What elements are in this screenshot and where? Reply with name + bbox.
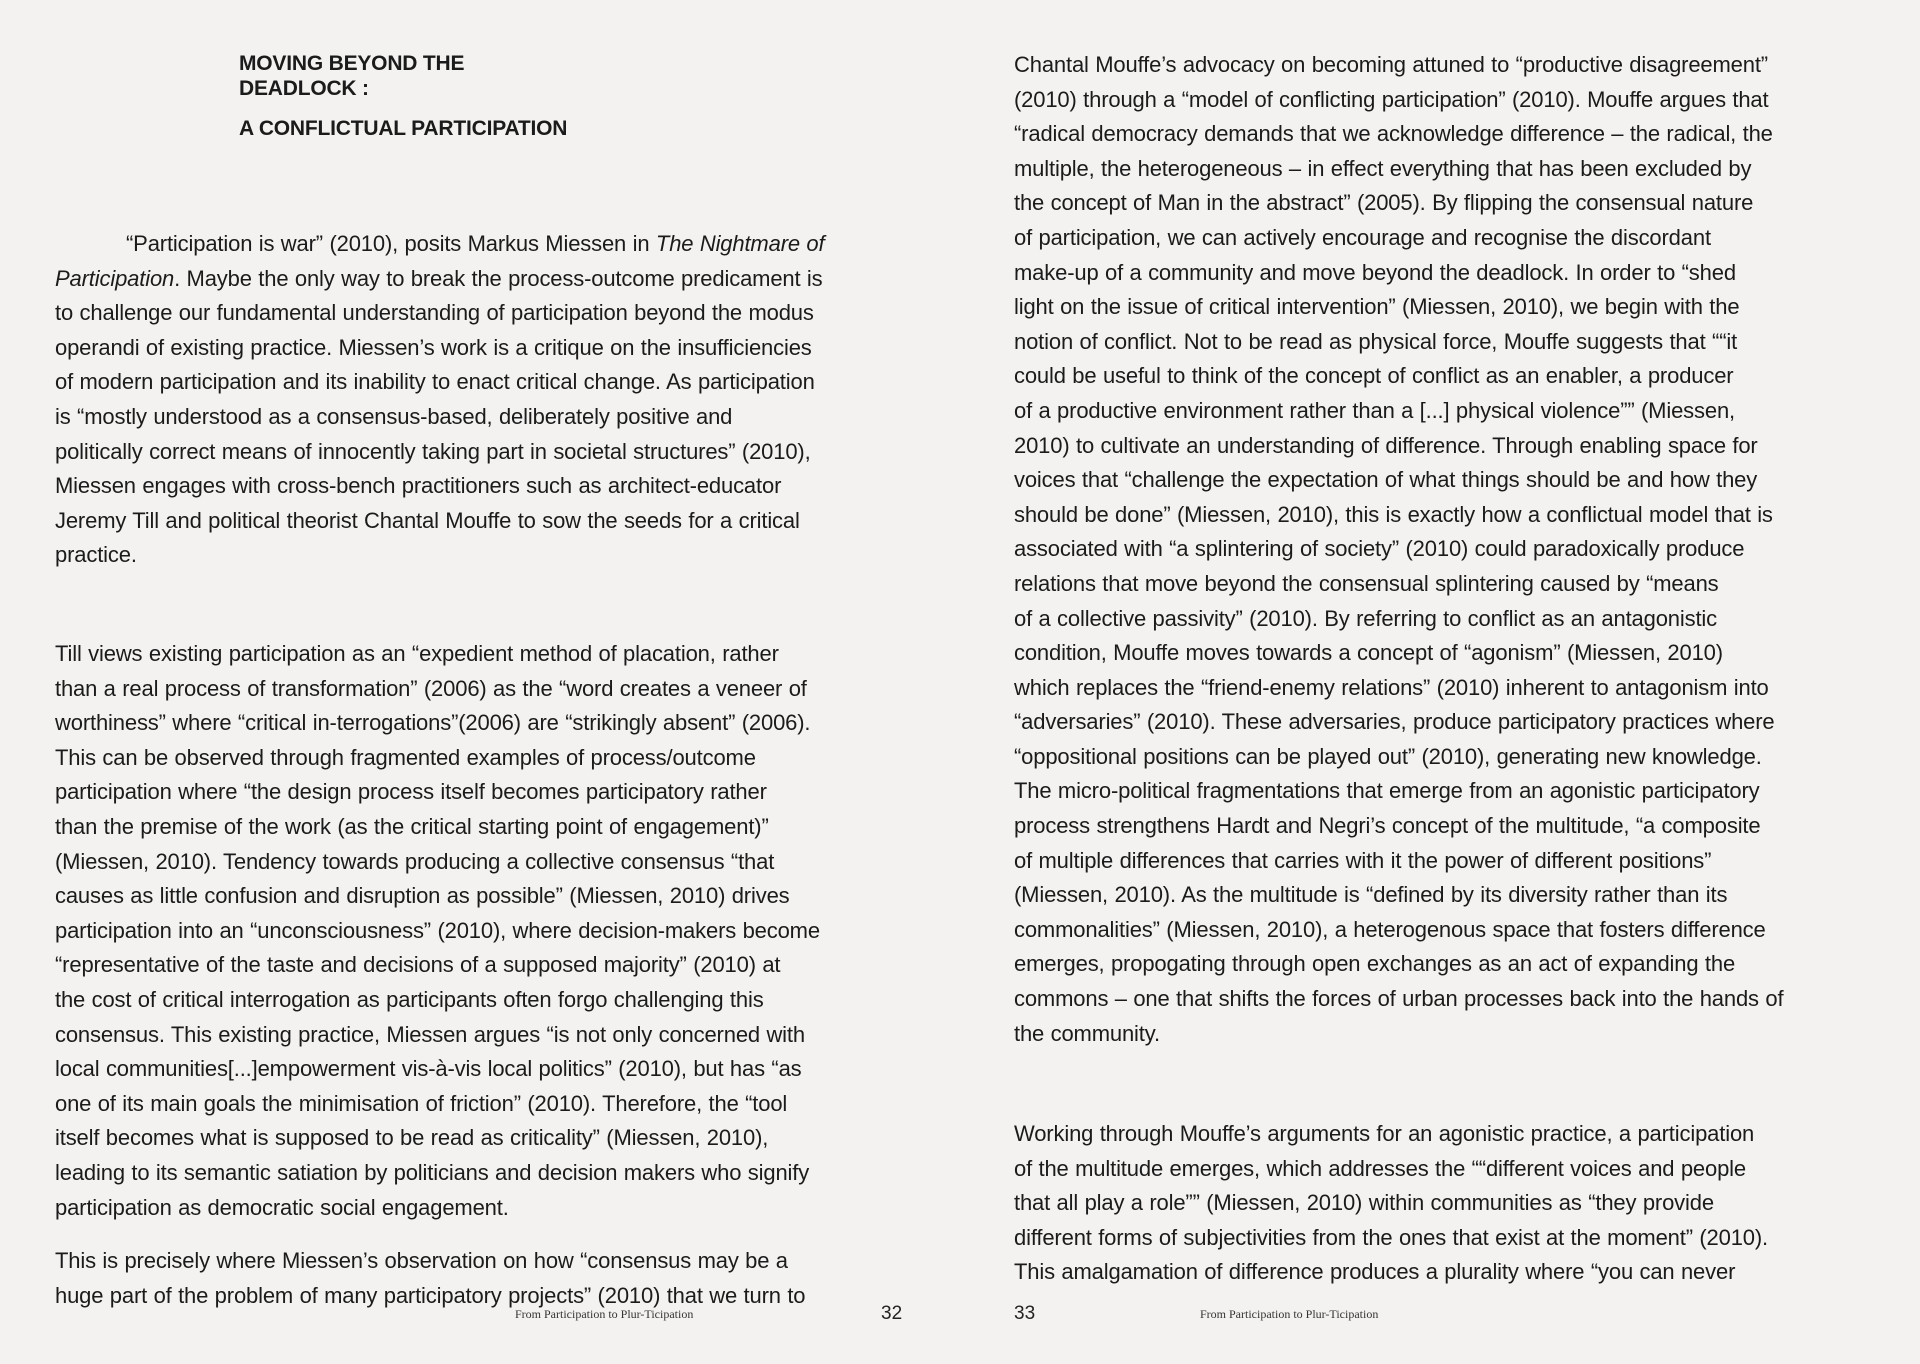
text-line: the concept of Man in the abstract” (2005). By flipping the consensual nature (1014, 190, 1754, 216)
text-line: of multiple differences that carries with it the power of different positions” (1014, 847, 1712, 873)
text-line: to challenge our fundamental understanding of participation beyond the modus (55, 300, 814, 326)
text-line: that all play a role”” (Miessen, 2010) within communities as “they provide (1014, 1190, 1714, 1216)
text-line: leading to its semantic satiation by politicians and decision makers who signify (55, 1159, 810, 1185)
text-line: participation as democratic social engagement. (55, 1194, 509, 1220)
text-line: could be useful to think of the concept of conflict as an enabler, a producer (1014, 363, 1734, 389)
text-line: multiple, the heterogeneous – in effect everything that has been excluded by (1014, 155, 1752, 181)
text-line: Participation. Maybe the only way to break the process-outcome predicament is (55, 265, 823, 291)
text-line: This is precisely where Miessen’s observation on how “consensus may be a (55, 1248, 788, 1273)
text-line: participation into an “unconsciousness” (2010), where decision-makers become (55, 917, 820, 943)
text-line: of participation, we can actively encourage and recognise the discordant (1014, 224, 1711, 250)
text-line: associated with “a splintering of society” (2010) could paradoxically produce (1014, 536, 1745, 562)
book-title: The Nightmare of (655, 231, 825, 256)
text-line: light on the issue of critical intervention” (Miessen, 2010), we begin with the (1014, 294, 1740, 320)
text-line: than a real process of transformation” (2006) as the “word creates a veneer of (55, 675, 807, 701)
paragraph-participation-is-war (55, 227, 824, 573)
text-line: “radical democracy demands that we acknowledge difference – the radical, the (1014, 121, 1773, 147)
text-line: should be done” (Miessen, 2010), this is exactly how a conflictual model that is (1014, 501, 1773, 527)
text-line: commons – one that shifts the forces of urban processes back into the hands of (1014, 986, 1784, 1012)
text-line: Chantal Mouffe’s advocacy on becoming attuned to “productive disagreement” (1014, 52, 1768, 77)
text-line: Working through Mouffe’s arguments for an agonistic practice, a participation (1014, 1121, 1755, 1146)
text-line: huge part of the problem of many participatory projects” (2010) that we turn to (55, 1282, 806, 1308)
book-title: Participation (55, 265, 175, 291)
page-number: 32 (881, 1303, 903, 1324)
text-line: one of its main goals the minimisation of friction” (2010). Therefore, the “tool (55, 1090, 788, 1116)
text-line: “Participation is war” (2010), posits Markus Miessen in The Nightmare of (126, 231, 825, 256)
text-line: politically correct means of innocently taking part in societal structures” (2010), (55, 438, 811, 464)
text-line: causes as little confusion and disruption as possible” (Miessen, 2010) drives (55, 883, 790, 909)
text-line: make-up of a community and move beyond the deadlock. In order to “shed (1014, 259, 1736, 285)
text-line: notion of conflict. Not to be read as physical force, Mouffe suggests that ““it (1014, 328, 1738, 354)
page-number: 33 (1014, 1303, 1036, 1324)
text-line: This amalgamation of difference produces a plurality where “you can never (1014, 1259, 1736, 1285)
text-line: voices that “challenge the expectation of what things should be and how they (1014, 467, 1758, 493)
text-line: Jeremy Till and political theorist Chantal Mouffe to sow the seeds for a critical (55, 507, 800, 533)
text-line: “adversaries” (2010). These adversaries, produce participatory practices where (1014, 709, 1775, 735)
text-line: different forms of subjectivities from the ones that exist at the moment” (2010). (1014, 1224, 1769, 1250)
paragraph-mouffe-advocacy (1014, 48, 1783, 1051)
text-line: is “mostly understood as a consensus-based, deliberately positive and (55, 403, 733, 429)
text-line: (Miessen, 2010). Tendency towards producing a collective consensus “that (55, 848, 775, 874)
text-line: consensus. This existing practice, Miessen argues “is not only concerned with (55, 1021, 805, 1047)
text-line: (2010) through a “model of conflicting participation” (2010). Mouffe argues that (1014, 86, 1769, 112)
text-line: participation where “the design process itself becomes participatory rather (55, 779, 767, 805)
text-line: “oppositional positions can be played out” (2010), generating new knowledge. (1014, 743, 1762, 769)
text-line: practice. (55, 542, 137, 568)
text-line: of modern participation and its inability to enact critical change. As participation (55, 369, 815, 395)
heading-subtitle: A CONFLICTUAL PARTICIPATION (239, 117, 568, 140)
paragraph-precisely-where (55, 1244, 805, 1313)
text-line: of a collective passivity” (2010). By referring to conflict as an antagonistic (1014, 605, 1718, 631)
text-line: condition, Mouffe moves towards a concept of “agonism” (Miessen, 2010) (1014, 640, 1723, 666)
text-line: of a productive environment rather than a [...] physical violence”” (Miessen, (1014, 397, 1736, 423)
text-line: which replaces the “friend-enemy relations” (2010) inherent to antagonism into (1014, 674, 1769, 700)
chapter-heading (239, 51, 759, 141)
text-line: The micro-political fragmentations that emerge from an agonistic participatory (1014, 778, 1760, 804)
text-line: the cost of critical interrogation as participants often forgo challenging this (55, 986, 764, 1012)
text-line: worthiness” where “critical in-terrogations”(2006) are “strikingly absent” (2006). (55, 710, 811, 736)
text-line: “representative of the taste and decisions of a supposed majority” (2010) at (55, 952, 781, 978)
text-line: process strengthens Hardt and Negri’s concept of the multitude, “a composite (1014, 813, 1761, 839)
text-line: itself becomes what is supposed to be read as criticality” (Miessen, 2010), (55, 1125, 769, 1151)
text-line: local communities[...]empowerment vis-à-vis local politics” (2010), but has “as (55, 1056, 802, 1082)
paragraph-working-through (1014, 1117, 1768, 1290)
heading-line-2: DEADLOCK : (239, 77, 369, 100)
running-footer-title: From Participation to Plur-Ticipation (515, 1307, 694, 1321)
text-line: operandi of existing practice. Miessen’s work is a critique on the insufficiencies (55, 334, 812, 360)
text-line: Till views existing participation as an “expedient method of placation, rather (55, 641, 779, 666)
running-footer-title: From Participation to Plur-Ticipation (1200, 1307, 1379, 1321)
text-line: emerges, propogating through open exchanges as an act of expanding the (1014, 951, 1736, 977)
text-line: commonalities” (Miessen, 2010), a heterogenous space that fosters difference (1014, 916, 1766, 942)
paragraph-till-views (55, 637, 820, 1225)
right-page (960, 0, 1920, 1364)
text-line: relations that move beyond the consensual splintering caused by “means (1014, 570, 1719, 596)
text-line: Miessen engages with cross-bench practitioners such as architect-educator (55, 473, 782, 499)
text-line: (Miessen, 2010). As the multitude is “defined by its diversity rather than its (1014, 882, 1728, 908)
text-line: This can be observed through fragmented examples of process/outcome (55, 744, 756, 770)
text-line: than the premise of the work (as the critical starting point of engagement)” (55, 813, 769, 839)
heading-line-1: MOVING BEYOND THE (239, 52, 465, 75)
text-line: 2010) to cultivate an understanding of difference. Through enabling space for (1014, 432, 1758, 458)
text-line: the community. (1014, 1020, 1160, 1046)
text-line: of the multitude emerges, which addresses the ““different voices and people (1014, 1155, 1746, 1181)
